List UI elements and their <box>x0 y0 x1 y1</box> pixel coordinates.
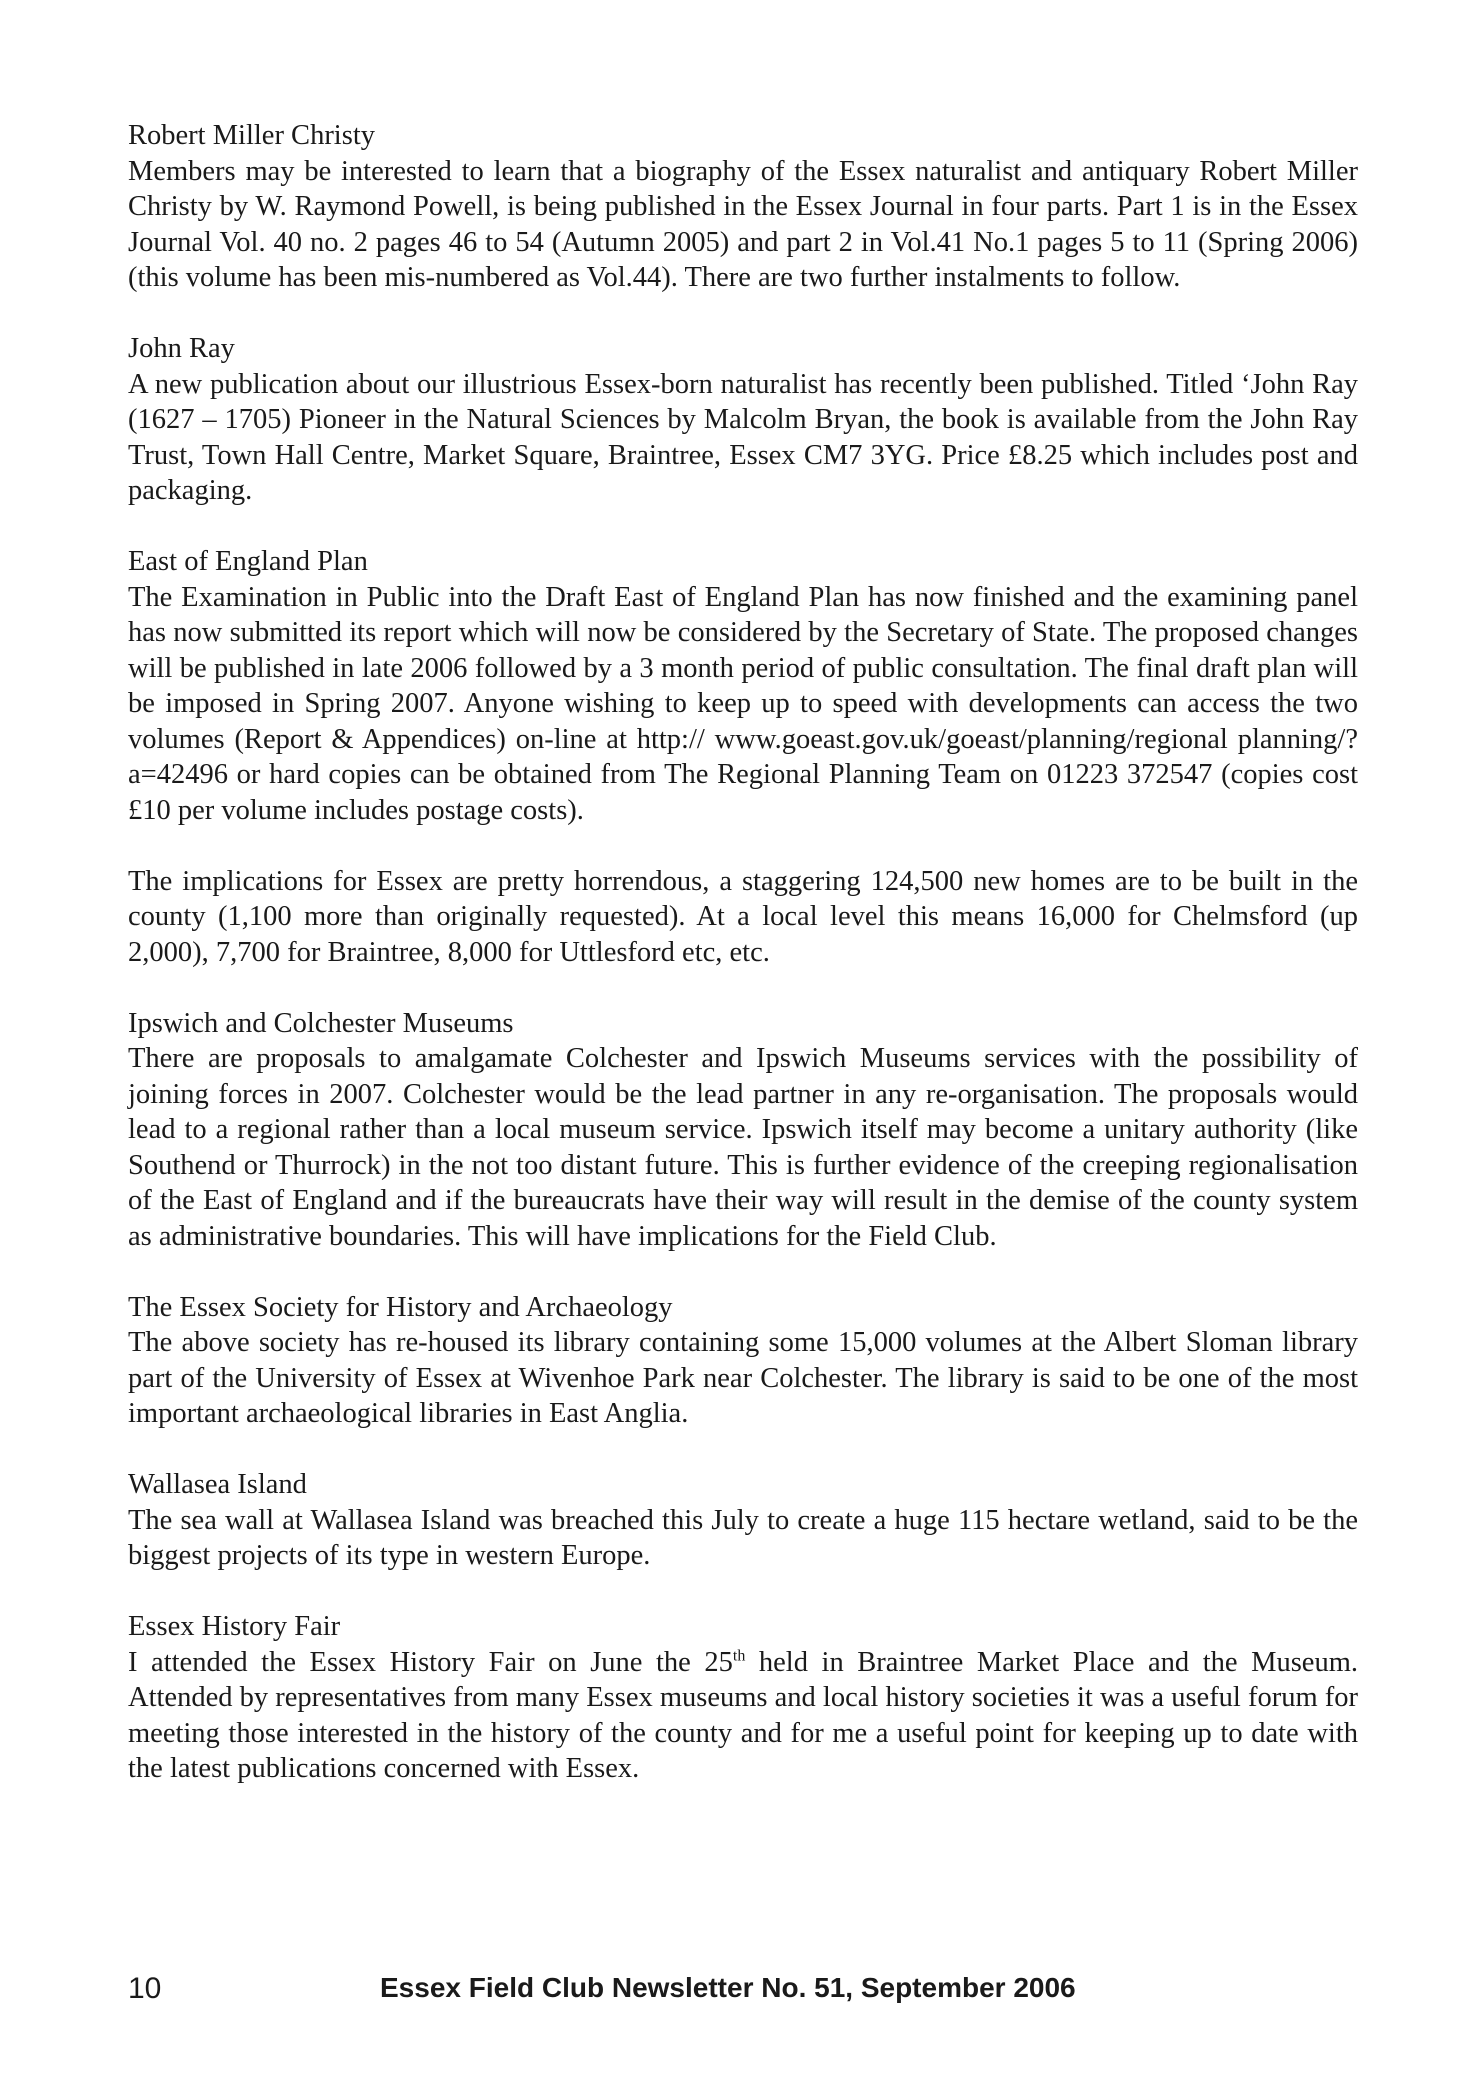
publication-title: Essex Field Club Newsletter No. 51, September 2006 <box>380 1972 1076 2003</box>
section-paragraph <box>128 1645 1358 1787</box>
section-heading: Ipswich and Colchester Museums <box>128 1007 514 1039</box>
news-section <box>128 1290 1358 1432</box>
fair-text-start: I attended the Essex History Fair on June the 25 <box>128 1646 733 1678</box>
fair-text-end: held in Braintree Market Place and the Museum. Attended by representatives from many Essex museums and local history societies it was a useful forum for meeting those interested in the history of the county and for me a useful point for keeping up to date with the latest publications concerned with Essex. <box>128 1646 1358 1784</box>
section-heading: Essex History Fair <box>128 1611 341 1642</box>
page-number: 10 <box>128 1972 162 2005</box>
section-paragraph: A new publication about our illustrious Essex-born naturalist has recently been published. Titled ‘John Ray (1627 – 1705) Pioneer in the Natural Sciences by Malcolm Bryan, the book is available from the John Ray Trust, Town Hall Centre, Market Square, Braintree, Essex CM7 3YG. Price £8.25 which includes post and packaging. <box>128 368 1358 506</box>
news-section-history-fair <box>128 1609 1358 1787</box>
news-section <box>128 1467 1358 1574</box>
news-sections <box>128 118 1358 1574</box>
page-footer <box>128 1972 1358 2012</box>
news-section <box>128 118 1358 296</box>
section-heading: Wallasea Island <box>128 1469 307 1500</box>
section-heading: The Essex Society for History and Archaeology <box>128 1291 673 1323</box>
news-section <box>128 1006 1358 1255</box>
section-heading: East of England Plan <box>128 546 368 577</box>
section-paragraph: The implications for Essex are pretty horrendous, a staggering 124,500 new homes are to be built in the county (1,100 more than originally requested). At a local level this means 16,000 for Chelmsford (up 2,000), 7,700 for Braintree, 8,000 for Uttlesford etc, etc. <box>128 865 1358 968</box>
news-section <box>128 544 1358 970</box>
date-ordinal-suffix: th <box>732 1647 746 1664</box>
section-paragraph: The sea wall at Wallasea Island was breached this July to create a huge 115 hectare wetland, said to be the biggest projects of its type in western Europe. <box>128 1504 1358 1571</box>
article-body <box>128 118 1358 1822</box>
section-paragraph: The above society has re-housed its library containing some 15,000 volumes at the Albert Sloman library part of the University of Essex at Wivenhoe Park near Colchester. The library is said to be one of the most important archaeological libraries in East Anglia. <box>128 1327 1358 1429</box>
section-paragraph: The Examination in Public into the Draft East of England Plan has now finished and the examining panel has now submitted its report which will now be considered by the Secretary of State. The proposed changes will be published in late 2006 followed by a 3 month period of public consultation. The final draft plan will be imposed in Spring 2007. Anyone wishing to keep up to speed with developments can access the two volumes (Report & Appendices) on-line at http:// www.goeast.gov.uk/goeast/planning/regional planning/?a=42496 or hard copies can be obtained from The Regional Planning Team on 01223 372547 (copies cost £10 per volume includes postage costs). <box>128 581 1358 826</box>
section-paragraph: Members may be interested to learn that a biography of the Essex naturalist and antiquary Robert Miller Christy by W. Raymond Powell, is being published in the Essex Journal in four parts. Part 1 is in the Essex Journal Vol. 40 no. 2 pages 46 to 54 (Autumn 2005) and part 2 in Vol.41 No.1 pages 5 to 11 (Spring 2006) (this volume has been mis-numbered as Vol.44). There are two further instalments to follow. <box>128 155 1358 293</box>
section-heading: Robert Miller Christy <box>128 120 375 151</box>
section-paragraph: There are proposals to amalgamate Colchester and Ipswich Museums services with the possibility of joining forces in 2007. Colchester would be the lead partner in any re-organisation. The proposals would lead to a regional rather than a local museum service. Ipswich itself may become a unitary authority (like Southend or Thurrock) in the not too distant future. This is further evidence of the creeping regionalisation of the East of England and if the bureaucrats have their way will result in the demise of the county system as administrative boundaries. This will have implications for the Field Club. <box>128 1043 1358 1252</box>
section-heading: John Ray <box>128 333 235 364</box>
news-section <box>128 331 1358 509</box>
